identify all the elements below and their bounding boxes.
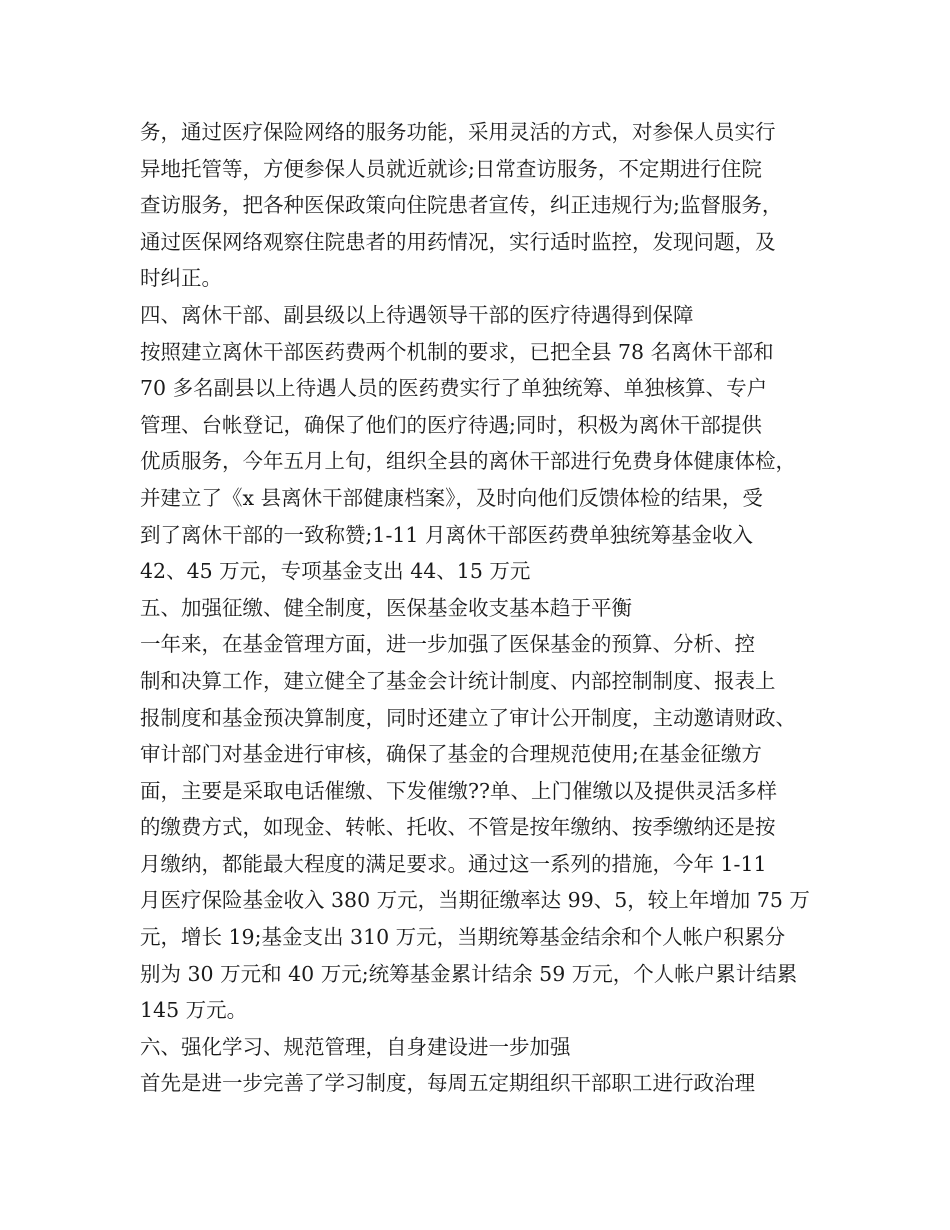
paragraph-line: 首先是进一步完善了学习制度，每周五定期组织干部职工进行政治理 — [140, 1071, 755, 1096]
paragraph-line: 通过医保网络观察住院患者的用药情况，实行适时监控，发现问题，及 — [140, 229, 776, 254]
paragraph-line: 务，通过医疗保险网络的服务功能，采用灵活的方式，对参保人员实行 — [140, 120, 776, 144]
paragraph-line: 查访服务，把各种医保政策向住院患者宣传，纠正违规行为;监督服务， — [140, 193, 783, 218]
paragraph-line: 时纠正。 — [140, 266, 222, 291]
section-heading: 四、离休干部、副县级以上待遇领导干部的医疗待遇得到保障 — [140, 302, 694, 327]
paragraph-line: 一年来，在基金管理方面，进一步加强了医保基金的预算、分析、控 — [140, 632, 755, 657]
paragraph-line: 按照建立离休干部医药费两个机制的要求，已把全县 78 名离休干部和 — [140, 339, 774, 364]
paragraph-line: 的缴费方式，如现金、转帐、托收、不管是按年缴纳、按季缴纳还是按 — [140, 815, 776, 840]
paragraph-line: 145 万元。 — [140, 998, 248, 1023]
paragraph-line: 优质服务，今年五月上旬，组织全县的离休干部进行免费身体健康体检， — [140, 449, 796, 474]
document-body — [140, 114, 820, 1102]
paragraph-line: 面，主要是采取电话催缴、下发催缴??单、上门催缴以及提供灵活多样 — [140, 778, 777, 803]
paragraph-line: 到了离休干部的一致称赞;1-11 月离休干部医药费单独统筹基金收入 — [140, 522, 753, 547]
paragraph-line: 报制度和基金预决算制度，同时还建立了审计公开制度，主动邀请财政、 — [140, 705, 796, 730]
paragraph-line: 异地托管等，方便参保人员就近就诊;日常查访服务，不定期进行住院 — [140, 156, 762, 181]
paragraph-line: 管理、台帐登记，确保了他们的医疗待遇;同时，积极为离休干部提供 — [140, 412, 762, 437]
paragraph-line: 别为 30 万元和 40 万元;统筹基金累计结余 59 万元，个人帐户累计结累 — [140, 961, 798, 986]
paragraph-line: 月缴纳，都能最大程度的满足要求。通过这一系列的措施，今年 1-11 — [140, 851, 767, 876]
paragraph-line: 月医疗保险基金收入 380 万元，当期征缴率达 99、5，较上年增加 75 万 — [140, 888, 810, 913]
paragraph-line: 审计部门对基金进行审核，确保了基金的合理规范使用;在基金征缴方 — [140, 742, 762, 767]
paragraph-line: 元，增长 19;基金支出 310 万元，当期统筹基金结余和个人帐户积累分 — [140, 925, 786, 950]
section-heading: 六、强化学习、规范管理，自身建设进一步加强 — [140, 1034, 571, 1059]
paragraph-line: 并建立了《x 县离休干部健康档案》，及时向他们反馈体检的结果，受 — [140, 485, 763, 510]
paragraph-line: 70 多名副县以上待遇人员的医药费实行了单独统筹、单独核算、专户 — [140, 376, 768, 401]
section-heading: 五、加强征缴、健全制度，医保基金收支基本趋于平衡 — [140, 595, 632, 620]
paragraph-line: 制和决算工作，建立健全了基金会计统计制度、内部控制制度、报表上 — [140, 668, 776, 693]
paragraph-line: 42、45 万元，专项基金支出 44、15 万元 — [140, 559, 531, 584]
